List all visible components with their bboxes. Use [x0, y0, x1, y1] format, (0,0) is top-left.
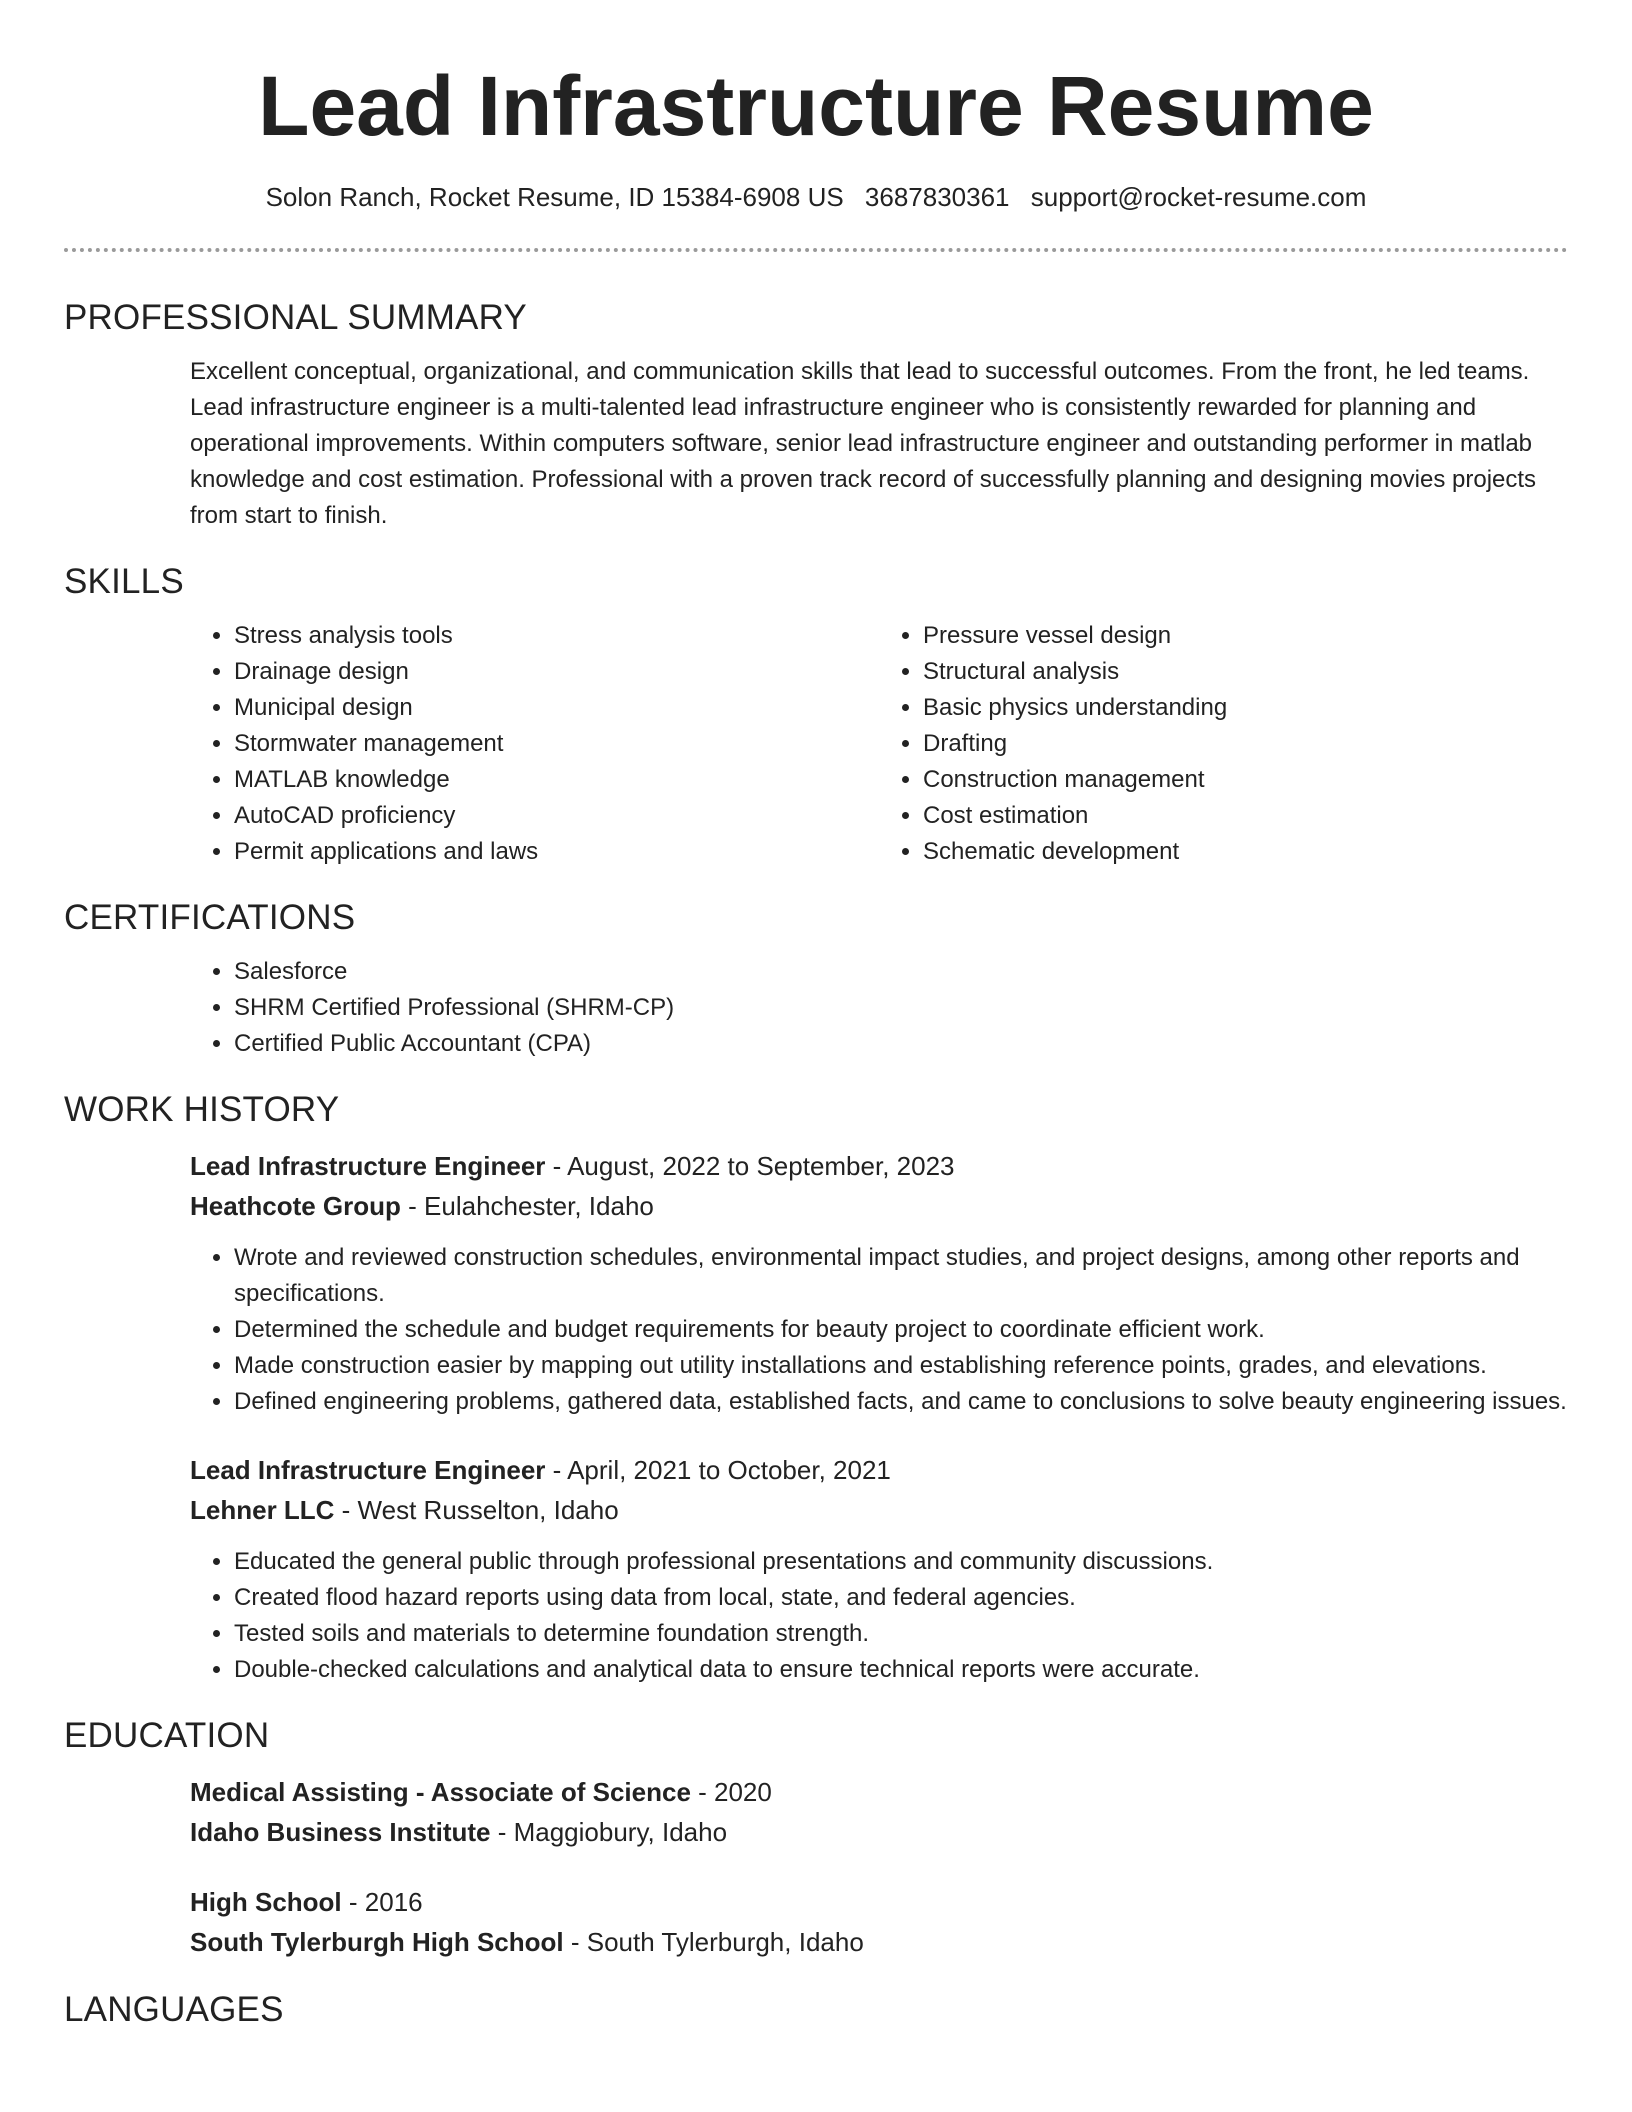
job-bullet: • Defined engineering problems, gathered data, established facts, and came to conclusions to solve beauty engineering issues. — [234, 1384, 1568, 1420]
job-bullets — [190, 1544, 1568, 1688]
job-bullet: • Determined the schedule and budget requirements for beauty project to coordinate efficient work. — [234, 1312, 1568, 1348]
skill-item: • Stress analysis tools — [234, 618, 879, 654]
contact-email: support@rocket-resume.com — [1030, 182, 1367, 212]
job-bullet: • Educated the general public through professional presentations and community discussions. — [234, 1544, 1568, 1580]
education-year: - 2020 — [690, 1777, 772, 1807]
skill-item: • Structural analysis — [923, 654, 1568, 690]
summary-text: Excellent conceptual, organizational, and communication skills that lead to successful outcomes. From the front, he led teams. Lead infrastructure engineer is a multi-talented lead infrastructure engineer who is consistently rewarded for planning and operational improvements. Within computers software, senior lead infrastructure engineer and outstanding performer in matlab knowledge and cost estimation. Professional with a proven track record of successfully planning and designing movies projects from start to finish. — [190, 358, 1537, 529]
certification-item: • SHRM Certified Professional (SHRM-CP) — [234, 990, 1568, 1026]
education-school: South Tylerburgh High School — [190, 1927, 564, 1957]
summary-section — [190, 354, 1568, 534]
job-bullets — [190, 1240, 1568, 1420]
resume-title: Lead Infrastructure Resume — [258, 59, 1374, 153]
skill-item: • Construction management — [923, 762, 1568, 798]
work-history-section — [190, 1146, 1568, 1688]
job-bullet: • Made construction easier by mapping out utility installations and establishing reference points, grades, and elevations. — [234, 1348, 1568, 1384]
job-location: - West Russelton, Idaho — [334, 1495, 619, 1525]
skill-item: • Basic physics understanding — [923, 690, 1568, 726]
skill-item: • Drafting — [923, 726, 1568, 762]
education-heading: EDUCATION — [64, 1716, 270, 1755]
education-degree-line — [190, 1772, 1568, 1812]
job-bullet: • Tested soils and materials to determine foundation strength. — [234, 1616, 1568, 1652]
education-location: - Maggiobury, Idaho — [490, 1817, 728, 1847]
job-bullet: • Created flood hazard reports using data from local, state, and federal agencies. — [234, 1580, 1568, 1616]
education-degree-line — [190, 1882, 1568, 1922]
education-location: - South Tylerburgh, Idaho — [563, 1927, 864, 1957]
certifications-heading: CERTIFICATIONS — [64, 898, 356, 937]
education-school-line — [190, 1812, 1568, 1852]
contact-address: Solon Ranch, Rocket Resume, ID 15384-6908 US — [265, 182, 844, 212]
job-dates: - April, 2021 to October, 2021 — [545, 1455, 891, 1485]
skill-item: • MATLAB knowledge — [234, 762, 879, 798]
contact-line — [64, 180, 1568, 214]
certification-item: • Certified Public Accountant (CPA) — [234, 1026, 1568, 1062]
skills-heading: SKILLS — [64, 562, 184, 601]
job-entry — [190, 1146, 1568, 1420]
education-year: - 2016 — [341, 1887, 423, 1917]
skill-item: • Stormwater management — [234, 726, 879, 762]
job-location: - Eulahchester, Idaho — [400, 1191, 654, 1221]
education-school: Idaho Business Institute — [190, 1817, 491, 1847]
skill-item: • Drainage design — [234, 654, 879, 690]
skills-list-right — [879, 618, 1568, 870]
skills-list-left — [190, 618, 879, 870]
skill-item: • Pressure vessel design — [923, 618, 1568, 654]
education-entry — [190, 1772, 1568, 1852]
skill-item: • Municipal design — [234, 690, 879, 726]
skills-section — [190, 618, 1568, 870]
skill-item: • Schematic development — [923, 834, 1568, 870]
job-title-line — [190, 1450, 1568, 1490]
education-degree: Medical Assisting - Associate of Science — [190, 1777, 691, 1807]
job-title-line — [190, 1146, 1568, 1186]
education-school-line — [190, 1922, 1568, 1962]
languages-heading: LANGUAGES — [64, 1990, 284, 2029]
work-history-heading: WORK HISTORY — [64, 1090, 340, 1129]
job-bullet: • Double-checked calculations and analytical data to ensure technical reports were accurate. — [234, 1652, 1568, 1688]
education-degree: High School — [190, 1887, 342, 1917]
skill-item: • Permit applications and laws — [234, 834, 879, 870]
job-company-line — [190, 1490, 1568, 1530]
summary-heading: PROFESSIONAL SUMMARY — [64, 298, 527, 337]
job-bullet: • Wrote and reviewed construction schedules, environmental impact studies, and project designs, among other reports and specifications. — [234, 1240, 1568, 1312]
contact-phone: 3687830361 — [864, 182, 1010, 212]
job-company-line — [190, 1186, 1568, 1226]
job-title: Lead Infrastructure Engineer — [190, 1151, 546, 1181]
job-company: Heathcote Group — [190, 1191, 401, 1221]
certification-item: • Salesforce — [234, 954, 1568, 990]
job-dates: - August, 2022 to September, 2023 — [545, 1151, 955, 1181]
job-company: Lehner LLC — [190, 1495, 335, 1525]
certifications-list — [190, 954, 1568, 1062]
job-entry — [190, 1450, 1568, 1688]
certifications-section — [190, 954, 1568, 1062]
education-section — [190, 1772, 1568, 1962]
skill-item: • Cost estimation — [923, 798, 1568, 834]
education-entry — [190, 1882, 1568, 1962]
skill-item: • AutoCAD proficiency — [234, 798, 879, 834]
job-title: Lead Infrastructure Engineer — [190, 1455, 546, 1485]
header-divider — [64, 248, 1568, 252]
